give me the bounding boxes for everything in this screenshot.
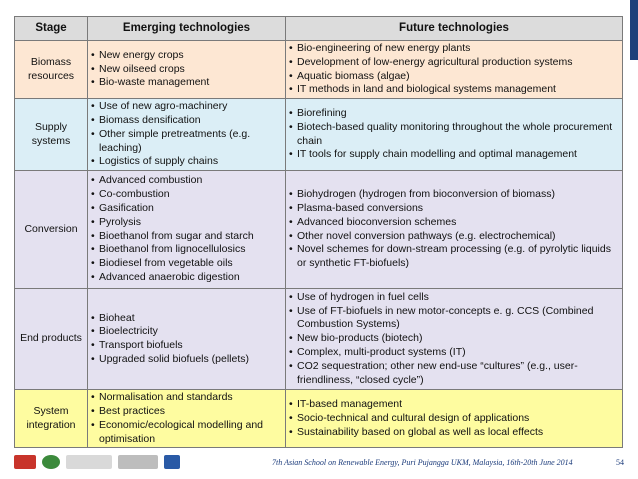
list-item: • Bioethanol from sugar and starch [91, 230, 282, 244]
list-item: • Other novel conversion pathways (e.g. electrochemical) [289, 230, 619, 244]
sponsor-logo [66, 455, 112, 469]
table-row [15, 171, 623, 289]
footer-text: 7th Asian School on Renewable Energy, Puri Pujangga UKM, Malaysia, 16th-20th June 2014 [272, 458, 573, 467]
table-row [15, 289, 623, 390]
stage-cell: Biomass resources [15, 41, 88, 99]
emerging-cell [88, 390, 286, 448]
list-item: • Advanced anaerobic digestion [91, 271, 282, 285]
technology-table [14, 16, 623, 448]
header-future: Future technologies [286, 17, 623, 41]
list-item: • Bioethanol from lignocellulosics [91, 243, 282, 257]
list-item: • Biodiesel from vegetable oils [91, 257, 282, 271]
list-item: • Gasification [91, 202, 282, 216]
table-row [15, 41, 623, 99]
list-item: • Bio-waste management [91, 76, 282, 90]
future-cell [286, 171, 623, 289]
list-item: • IT methods in land and biological systems management [289, 83, 619, 97]
list-item: • Aquatic biomass (algae) [289, 70, 619, 84]
list-item: • Use of new agro-machinery [91, 100, 282, 114]
list-item: • Use of hydrogen in fuel cells [289, 291, 619, 305]
header-emerging: Emerging technologies [88, 17, 286, 41]
page-number: 54 [616, 458, 624, 467]
list-item: • IT-based management [289, 398, 619, 412]
stage-cell: End products [15, 289, 88, 390]
list-item: • Other simple pretreatments (e.g. leaching) [91, 128, 282, 156]
future-cell [286, 390, 623, 448]
future-cell [286, 289, 623, 390]
list-item: • Development of low-energy agricultural production systems [289, 56, 619, 70]
sponsor-logo [14, 455, 36, 469]
list-item: • Advanced combustion [91, 174, 282, 188]
list-item: • CO2 sequestration; other new end-use “cultures” (e.g., user-friendliness, “closed cycle”) [289, 360, 619, 388]
list-item: • Sustainability based on global as well as local effects [289, 426, 619, 440]
list-item: • Biohydrogen (hydrogen from bioconversion of biomass) [289, 188, 619, 202]
list-item: • Use of FT-biofuels in new motor-concepts e. g. CCS (Combined Combustion Systems) [289, 305, 619, 333]
list-item: • New energy crops [91, 49, 282, 63]
list-item: • Complex, multi-product systems (IT) [289, 346, 619, 360]
list-item: • New bio-products (biotech) [289, 332, 619, 346]
list-item: • Upgraded solid biofuels (pellets) [91, 353, 282, 367]
list-item: • Biorefining [289, 107, 619, 121]
sponsor-logo [164, 455, 180, 469]
list-item: • Bioelectricity [91, 325, 282, 339]
emerging-cell [88, 41, 286, 99]
stage-cell: Conversion [15, 171, 88, 289]
list-item: • Co-combustion [91, 188, 282, 202]
list-item: • Pyrolysis [91, 216, 282, 230]
stage-cell: Supply systems [15, 99, 88, 171]
top-bar [0, 0, 638, 14]
list-item: • Logistics of supply chains [91, 155, 282, 169]
emerging-cell [88, 99, 286, 171]
future-cell [286, 99, 623, 171]
sponsor-logos [14, 455, 180, 469]
list-item: • Transport biofuels [91, 339, 282, 353]
list-item: • Novel schemes for down-stream processing (e.g. of pyrolytic liquids or synthetic FT-biofuels) [289, 243, 619, 271]
list-item: • Plasma-based conversions [289, 202, 619, 216]
stage-cell: System integration [15, 390, 88, 448]
list-item: • Socio-technical and cultural design of applications [289, 412, 619, 426]
list-item: • Normalisation and standards [91, 391, 282, 405]
sponsor-logo [42, 455, 60, 469]
table-header-row [15, 17, 623, 41]
list-item: • IT tools for supply chain modelling and optimal management [289, 148, 619, 162]
table-row [15, 390, 623, 448]
list-item: • Bioheat [91, 312, 282, 326]
sponsor-logo [118, 455, 158, 469]
list-item: • Biotech-based quality monitoring throughout the whole procurement chain [289, 121, 619, 149]
future-cell [286, 41, 623, 99]
list-item: • Bio-engineering of new energy plants [289, 42, 619, 56]
emerging-cell [88, 289, 286, 390]
header-stage: Stage [15, 17, 88, 41]
list-item: • Best practices [91, 405, 282, 419]
emerging-cell [88, 171, 286, 289]
list-item: • Advanced bioconversion schemes [289, 216, 619, 230]
list-item: • Biomass densification [91, 114, 282, 128]
slide-accent-bar [630, 0, 638, 60]
list-item: • New oilseed crops [91, 63, 282, 77]
table-row [15, 99, 623, 171]
list-item: • Economic/ecological modelling and optimisation [91, 419, 282, 447]
